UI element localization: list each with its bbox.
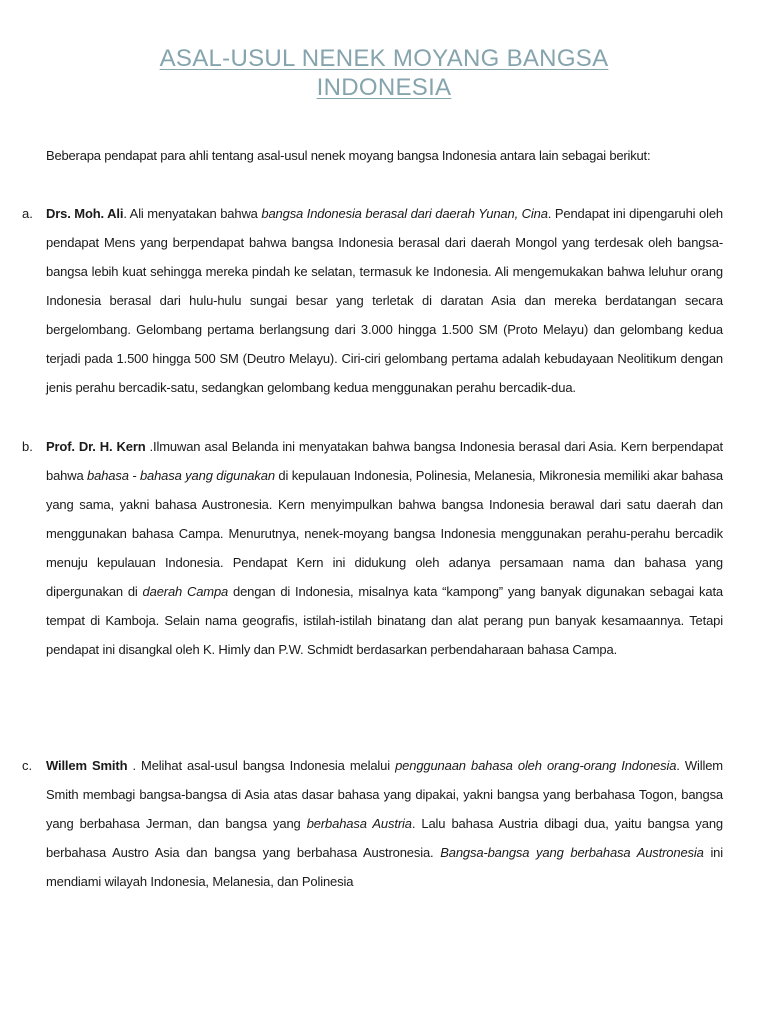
body-text: di kepulauan Indonesia, Polinesia, Melanesia, Mikronesia memiliki akar bahasa yang sama, yakni bahasa Austronesia. Kern menyimpulkan bahwa bangsa Indonesia berawal dari satu daerah dan menggunakan bahasa Campa. Menurutnya, nenek-moyang bangsa Indonesia menggunakan perahu-perahu bercadik menuju kepulauan Indonesia. Pendapat Kern ini didukung oleh adanya persamaan nama dan bahasa yang dipergunakan di bbox=[46, 468, 723, 599]
emphasis-text: berbahasa Austria bbox=[306, 816, 412, 831]
list-marker: c. bbox=[22, 758, 33, 773]
body-text: . Pendapat ini dipengaruhi oleh pendapat Mens yang berpendapat bahwa bangsa Indonesia berasal dari daerah Mongol yang terdesak oleh bangsa-bangsa lebih kuat sehingga mereka pindah ke selatan, termasuk ke Indonesia. Ali mengemukakan bahwa leluhur orang Indonesia berasal dari hulu-hulu sungai besar yang terletak di daratan Asia dan mereka berdatangan secara bergelombang. Gelombang pertama berlangsung dari 3.000 hingga 1.500 SM (Proto Melayu) dan gelombang kedua terjadi pada 1.500 hingga 500 SM (Deutro Melayu). Ciri-ciri gelombang pertama adalah kebudayaan Neolitikum dengan jenis perahu bercadik-satu, sedangkan gelombang kedua menggunakan perahu bercadik-dua. bbox=[46, 206, 723, 395]
body-text: .Ilmuwan asal Belanda ini menyatakan bahwa bangsa Indonesia berasal dari Asia. Kern berpendapat bahwa bbox=[46, 439, 724, 483]
body-text: dengan di Indonesia, misalnya kata “kampong” yang banyak digunakan sebagai kata tempat di Kamboja. Selain nama geografis, istilah-istilah binatang dan alat perang pun banyak kesamaannya. Tetapi pendapat ini disangkal oleh K. Himly dan P.W. Schmidt berdasarkan perbendaharaan bahasa Campa. bbox=[46, 584, 723, 657]
intro-paragraph: Beberapa pendapat para ahli tentang asal-usul nenek moyang bangsa Indonesia antara lain sebagai berikut: bbox=[46, 148, 651, 163]
document-title bbox=[120, 44, 648, 102]
list-marker: a. bbox=[22, 206, 33, 221]
emphasis-text: daerah Campa bbox=[142, 584, 229, 599]
list-marker: b. bbox=[22, 439, 33, 454]
title-line-1: ASAL-USUL NENEK MOYANG BANGSA bbox=[159, 45, 609, 72]
emphasis-text: bangsa Indonesia berasal dari daerah Yunan, Cina bbox=[261, 206, 548, 221]
list-item-body bbox=[46, 751, 723, 896]
list-item-body bbox=[46, 199, 723, 402]
body-text: . Ali menyatakan bahwa bbox=[123, 206, 262, 221]
emphasis-text: penggunaan bahasa oleh orang-orang Indonesia bbox=[395, 758, 677, 773]
body-text: . Willem Smith membagi bangsa-bangsa di Asia atas dasar bahasa yang dipakai, yakni bangsa yang berbahasa Togon, bangsa yang berbahasa Jerman, dan bangsa yang bbox=[46, 758, 723, 831]
emphasis-text: bahasa - bahasa yang digunakan bbox=[87, 468, 275, 483]
body-text: ini mendiami wilayah Indonesia, Melanesia, dan Polinesia bbox=[46, 845, 723, 889]
list-item-body bbox=[46, 432, 723, 664]
body-text: . Lalu bahasa Austria dibagi dua, yaitu bangsa yang berbahasa Austro Asia dan bangsa yang berbahasa Austronesia. bbox=[46, 816, 723, 860]
author-name: Prof. Dr. H. Kern bbox=[46, 439, 146, 454]
body-text: . Melihat asal-usul bangsa Indonesia melalui bbox=[127, 758, 396, 773]
title-line-2: INDONESIA bbox=[316, 74, 452, 101]
author-name: Drs. Moh. Ali bbox=[46, 206, 124, 221]
emphasis-text: Bangsa-bangsa yang berbahasa Austronesia bbox=[440, 845, 704, 860]
author-name: Willem Smith bbox=[46, 758, 128, 773]
